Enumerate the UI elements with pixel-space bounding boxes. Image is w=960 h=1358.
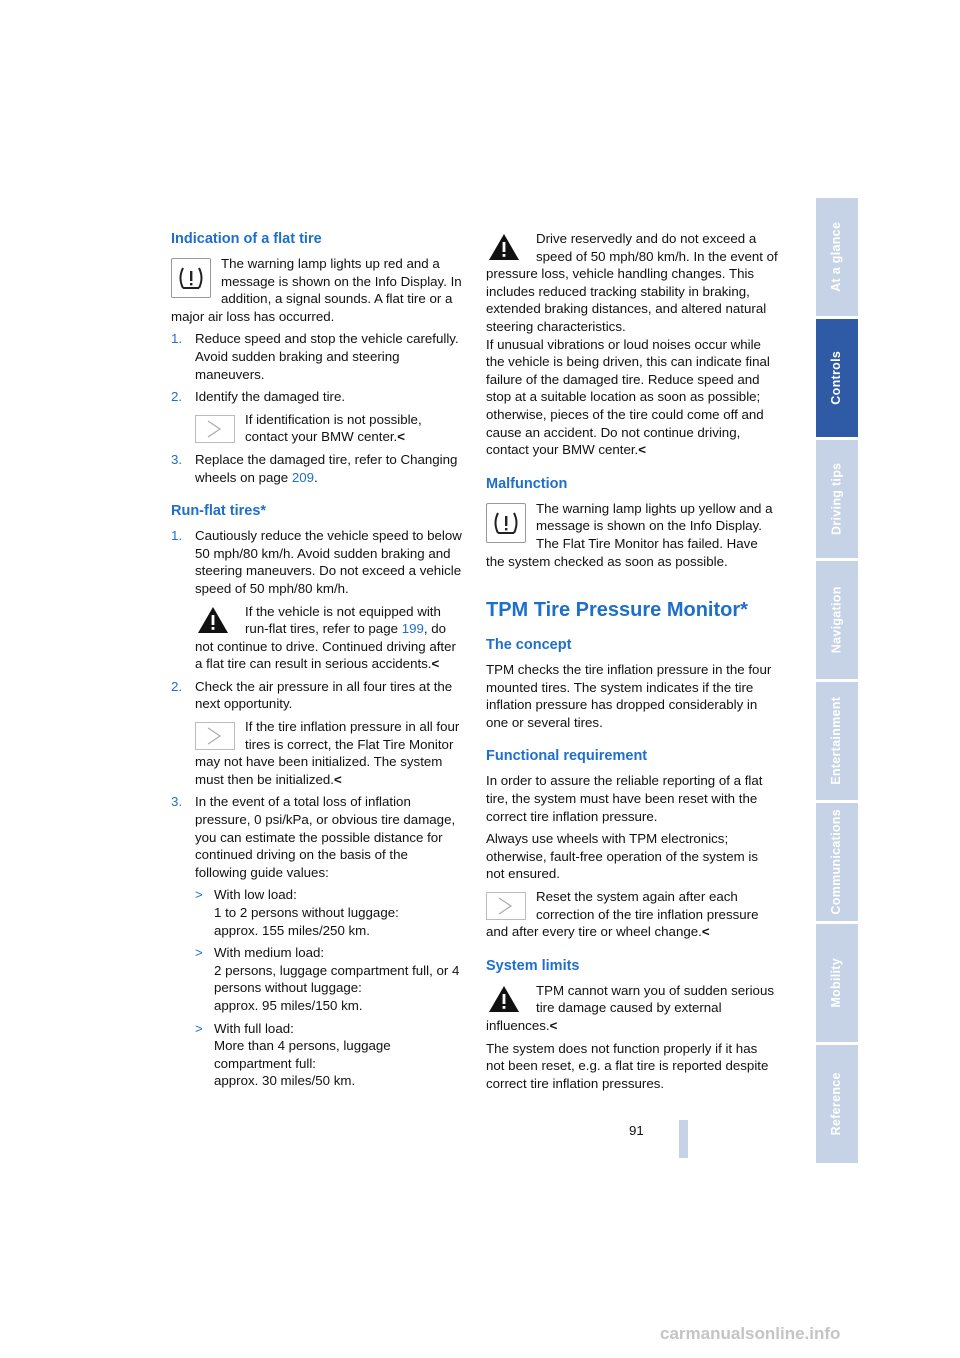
- page-marker-bar: [679, 1120, 688, 1158]
- heading-malfunction: Malfunction: [486, 475, 568, 492]
- step-number: 1.: [171, 528, 183, 544]
- tab-reference[interactable]: [816, 1045, 858, 1163]
- run-flat-step-3: [171, 793, 463, 881]
- end-mark: <: [701, 924, 710, 940]
- warning-text-2: , do not continue to drive. Continued driving after a flat tire can result in serious accidents.: [195, 621, 456, 672]
- end-mark: <: [549, 1018, 558, 1033]
- page-number: 91: [629, 1123, 644, 1138]
- step-number: 3.: [171, 794, 183, 810]
- tab-mobility[interactable]: [816, 924, 858, 1042]
- note-text: If identification is not possible, contact your BMW center.: [245, 411, 422, 445]
- tab-label: Navigation: [829, 586, 844, 654]
- heading-flat-tire: Indication of a flat tire: [171, 231, 322, 247]
- tab-label: Mobility: [829, 958, 844, 1008]
- tab-label: Reference: [829, 1072, 844, 1136]
- flat-step-1: [171, 330, 463, 383]
- flat-step-3: [171, 451, 463, 486]
- malfunction-text: [486, 500, 778, 570]
- warning-text: Drive reservedly and do not exceed a speed of 50 mph/80 km/h. In the event of pressure loss, vehicle handling changes. This includes reduced tracking stability in braking, extended braking distances, and altered natural steering characteristics.: [486, 231, 778, 334]
- bullet-line: approx. 95 miles/150 km.: [214, 997, 363, 1013]
- warning-text-2: [486, 336, 778, 459]
- end-mark: <: [333, 771, 342, 787]
- malfunction-body: The warning lamp lights up yellow and a message is shown on the Info Display. The Flat Tire Monitor has failed. Have the system checked as soon as possible.: [486, 500, 773, 569]
- heading-concept: The concept: [486, 637, 572, 654]
- tab-label: Driving tips: [829, 462, 844, 536]
- limits-text: The system does not function properly if it has not been reset, e.g. a flat tire is reported despite correct tire inflation pressures.: [486, 1040, 769, 1091]
- bullet-line: With medium load:: [214, 945, 325, 961]
- tab-controls[interactable]: [816, 319, 858, 437]
- flat-tire-intro: [171, 255, 463, 325]
- flat-tire-intro-text: The warning lamp lights up red and a message is shown on the Info Display. In addition, a signal sounds. A flat tire or a major air loss has occurred.: [171, 256, 462, 324]
- tab-driving-tips[interactable]: [816, 440, 858, 558]
- chapter-tabs: [816, 198, 858, 1166]
- tab-entertainment[interactable]: [816, 682, 858, 800]
- heading-system-limits: System limits: [486, 957, 580, 974]
- bullet-line: 1 to 2 persons without luggage:: [214, 905, 399, 920]
- step-number: 2.: [171, 678, 183, 694]
- tab-at-a-glance[interactable]: [816, 198, 858, 316]
- warning-triangle-icon: [488, 985, 522, 1015]
- tab-label: At a glance: [829, 222, 844, 292]
- warning-text: If the vehicle is not equipped with run-flat tires, refer to page: [245, 603, 441, 637]
- note-arrow-icon: [195, 722, 235, 750]
- note-arrow-icon: [195, 415, 235, 443]
- step-number: 1.: [171, 331, 183, 347]
- step-text: Check the air pressure in all four tires at the next opportunity.: [195, 678, 453, 712]
- bullet-line: With low load:: [214, 887, 297, 903]
- warning-text-2-body: If unusual vibrations or loud noises occur while the vehicle is being driven, this can indicate final failure of the damaged tire. Reduce speed and stop at a suitable location as soon as possible; otherwise, pieces of the tire could come off and cause an accident. Do not continue driving, contact your BMW center.: [486, 336, 770, 458]
- end-mark: <: [431, 656, 440, 672]
- step-text-end: .: [314, 469, 318, 485]
- tab-navigation[interactable]: [816, 561, 858, 679]
- tire-pressure-warning-lamp-icon: [171, 258, 211, 298]
- end-mark: <: [397, 429, 405, 445]
- warning-text: TPM cannot warn you of sudden serious tire damage caused by external influences.: [486, 982, 774, 1033]
- flat-step-2: [171, 388, 463, 406]
- page-link-209[interactable]: 209: [291, 469, 315, 485]
- step-text: Identify the damaged tire.: [195, 389, 346, 405]
- heading-tpm: TPM Tire Pressure Monitor*: [486, 599, 748, 622]
- drive-warning: [486, 230, 778, 459]
- bullet-marker: >: [195, 1020, 203, 1036]
- list-item: [195, 944, 463, 1014]
- tire-pressure-warning-lamp-icon: [486, 503, 526, 543]
- run-flat-warning: [171, 603, 463, 673]
- func-note: [486, 888, 778, 941]
- page-link-199[interactable]: 199: [401, 621, 424, 637]
- run-flat-note: [171, 718, 463, 788]
- heading-run-flat: Run-flat tires*: [171, 503, 267, 520]
- func-text-2: Always use wheels with TPM electronics; otherwise, fault-free operation of the system is not ensured.: [486, 831, 758, 882]
- step-text: Cautiously reduce the vehicle speed to below 50 mph/80 km/h. Avoid sudden braking and steering maneuvers. Do not exceed a vehicle speed of 50 mph/80 km/h.: [195, 528, 462, 596]
- list-item: [195, 886, 463, 939]
- bullet-line: More than 4 persons, luggage compartment full:: [214, 1038, 391, 1071]
- end-mark: <: [638, 442, 646, 458]
- tab-communications[interactable]: [816, 803, 858, 921]
- step-text: Replace the damaged tire, refer to Changing wheels on page: [195, 451, 458, 485]
- bullet-marker: >: [195, 887, 203, 903]
- tab-label: Controls: [829, 351, 844, 405]
- flat-step-2-note: [195, 411, 463, 446]
- bullet-marker: >: [195, 945, 203, 961]
- note-arrow-icon: [486, 892, 526, 920]
- concept-text: TPM checks the tire inflation pressure in the four mounted tires. The system indicates if the tire inflation pressure has dropped considerably in one or several tires.: [486, 662, 772, 730]
- run-flat-step-1: [171, 527, 463, 597]
- step-text: In the event of a total loss of inflation pressure, 0 psi/kPa, or obvious tire damage, you can estimate the possible distance for continued driving on the basis of the following guide values:: [195, 794, 456, 880]
- heading-functional-requirement: Functional requirement: [486, 748, 648, 765]
- step-number: 3.: [171, 451, 183, 467]
- limits-warning: [486, 982, 778, 1035]
- list-item: [195, 1020, 463, 1090]
- bullet-line: approx. 155 miles/250 km.: [214, 922, 370, 938]
- warning-triangle-icon: [488, 233, 522, 263]
- bullet-line: With full load:: [214, 1020, 294, 1036]
- func-text-1: In order to assure the reliable reporting of a flat tire, the system must have been reset with the correct tire inflation pressure.: [486, 773, 763, 824]
- tab-label: Entertainment: [829, 697, 844, 785]
- footer-watermark: carmanualsonline.info: [660, 1324, 841, 1343]
- tab-label: Communications: [829, 809, 844, 915]
- note-text: Reset the system again after each correction of the tire inflation pressure and after every tire or wheel change.: [486, 889, 759, 940]
- warning-triangle-icon: [197, 606, 231, 636]
- note-text: If the tire inflation pressure in all four tires is correct, the Flat Tire Monitor may not have been initialized. The system must then be initialized.: [195, 719, 460, 787]
- step-number: 2.: [171, 389, 183, 405]
- right-column: [486, 230, 778, 1097]
- bullet-line: approx. 30 miles/50 km.: [214, 1073, 356, 1089]
- left-column: [171, 230, 463, 1095]
- run-flat-step-2: [171, 678, 463, 713]
- step-text: Reduce speed and stop the vehicle carefully. Avoid sudden braking and steering maneuvers.: [195, 331, 459, 382]
- bullet-line: 2 persons, luggage compartment full, or 4 persons without luggage:: [214, 962, 460, 996]
